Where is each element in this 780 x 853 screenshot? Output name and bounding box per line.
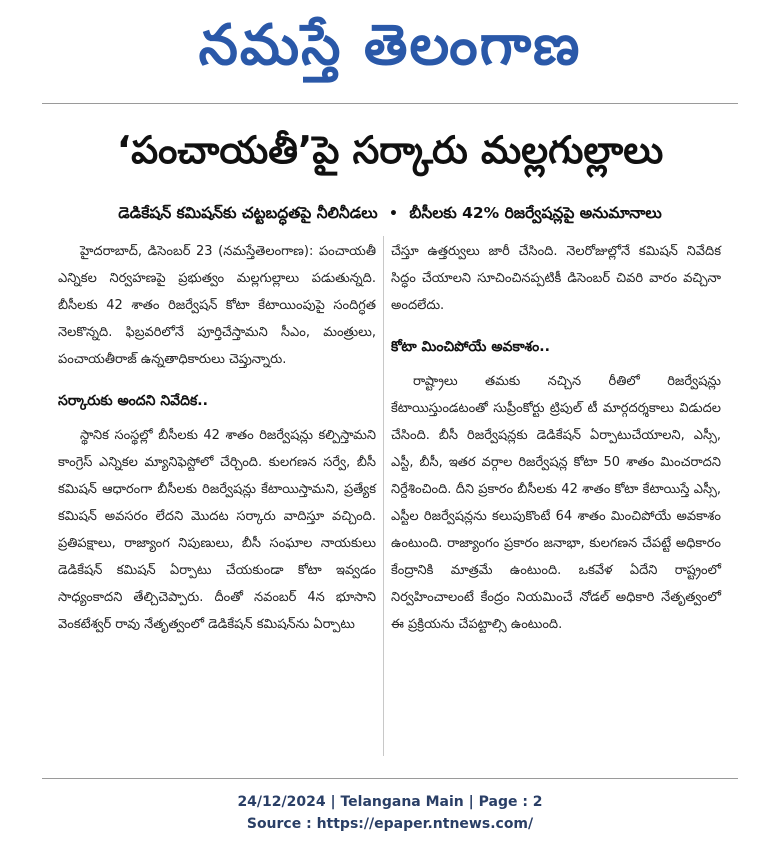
continuation-paragraph: చేస్తూ ఉత్తర్వులు జారీ చేసింది. నెలరోజుల్లోనే కమిషన్ నివేదిక సిద్ధం చేయాలని సూచించినప్పటికీ డిసెంబర్ చివరి వారం వచ్చినా అందలేదు. xyxy=(391,244,721,313)
section-heading-quota: కోటా మించిపోయే అవకాశం.. xyxy=(391,339,550,355)
dateline-paragraph: హైదరాబాద్, డిసెంబర్ 23 (నమస్తేతెలంగాణ): పంచాయతీ ఎన్నికల నిర్వహణపై ప్రభుత్వం మల్లగుల్లాలు పడుతున్నది. బీసీలకు 42 శాతం రిజర్వేషన్ కోటా కేటాయింపుపై సందిగ్ధత నెలకొన్నది. ఫిబ్రవరిలోనే పూర్తిచేస్తామని సీఎం, మంత్రులు, పంచాయతీరాజ్ ఉన్నతాధికారులు చెప్తున్నారు. xyxy=(58,244,376,367)
subheadline-left: డెడికేషన్ కమిషన్‌కు చట్టబద్ధతపై నీలినీడలు xyxy=(118,204,378,222)
masthead-divider xyxy=(42,103,738,104)
subheadline-right: బీసీలకు 42% రిజర్వేషన్లపై అనుమానాలు xyxy=(409,204,662,222)
newspaper-masthead: నమస్తే తెలంగాణ xyxy=(198,13,582,78)
section-heading-report: సర్కారుకు అందని నివేదిక.. xyxy=(58,393,208,409)
column-divider xyxy=(383,236,384,756)
section-paragraph-report: స్థానిక సంస్థల్లో బీసీలకు 42 శాతం రిజర్వేషన్లు కల్పిస్తామని కాంగ్రెస్ ఎన్నికల మ్యానిఫెస్టోలో చేర్చింది. కులగణన సర్వే, బీసీ కమిషన్ ఆధారంగా బీసీలకు రిజర్వేషన్లు కేటాయిస్తామని, ప్రత్యేక కమిషన్ అవసరం లేదని మొదట సర్కారు వాదిస్తూ వచ్చింది. ప్రతిపక్షాలు, రాజ్యాంగ నిపుణులు, బీసీ సంఘాల నాయకులు డెడికేషన్ కమిషన్ ఏర్పాటు చేయకుండా కోటా ఇవ్వడం సాధ్యంకాదని తేల్చిచెప్పారు. దీంతో నవంబర్ 4న భూసాని వెంకటేశ్వర్ రావు నేతృత్వంలో డెడికేషన్ కమిషన్‌ను ఏర్పాటు xyxy=(58,428,376,632)
footer-source-link[interactable]: Source : https://epaper.ntnews.com/ xyxy=(246,816,534,832)
article-column-right xyxy=(391,238,721,638)
subheadline-bullet: • xyxy=(389,206,398,222)
footer-date-edition-page: 24/12/2024 | Telangana Main | Page : 2 xyxy=(237,794,543,810)
section-paragraph-quota: రాష్ట్రాలు తమకు నచ్చిన రీతిలో రిజర్వేషన్లు కేటాయిస్తుండటంతో సుప్రీంకోర్టు ట్రిపుల్ టీ మార్గదర్శకాలు విడుదల చేసింది. బీసీ రిజర్వేషన్లకు డెడికేషన్ ఏర్పాటుచేయాలని, ఎస్సీ, ఎస్టీ, బీసీ, ఇతర వర్గాల రిజర్వేషన్ల కోటా 50 శాతం మించరాదని నిర్దేశించింది. దీని ప్రకారం బీసీలకు 42 శాతం కోటా కేటాయిస్తే ఎస్సీ, ఎస్టీల రిజర్వేషన్లను కలుపుకొంటే 64 శాతం మించిపోయే అవకాశం ఉంటుంది. రాజ్యాంగం ప్రకారం జనాభా, కులగణన చేపట్టే అధికారం కేంద్రానికి మాత్రమే ఉంటుంది. ఒకవేళ ఏదేని రాష్ట్రంలో నిర్వహించాలంటే కేంద్రం నియమించే నోడల్ అధికారి నేతృత్వంలో ఈ ప్రక్రియను చేపట్టాల్సి ఉంటుంది. xyxy=(391,374,721,632)
footer-divider xyxy=(42,778,738,779)
article-column-left xyxy=(58,238,376,638)
article-subheadline xyxy=(40,198,740,229)
article-headline: ‘పంచాయతీ’పై సర్కారు మల్లగుల్లాలు xyxy=(116,128,664,172)
